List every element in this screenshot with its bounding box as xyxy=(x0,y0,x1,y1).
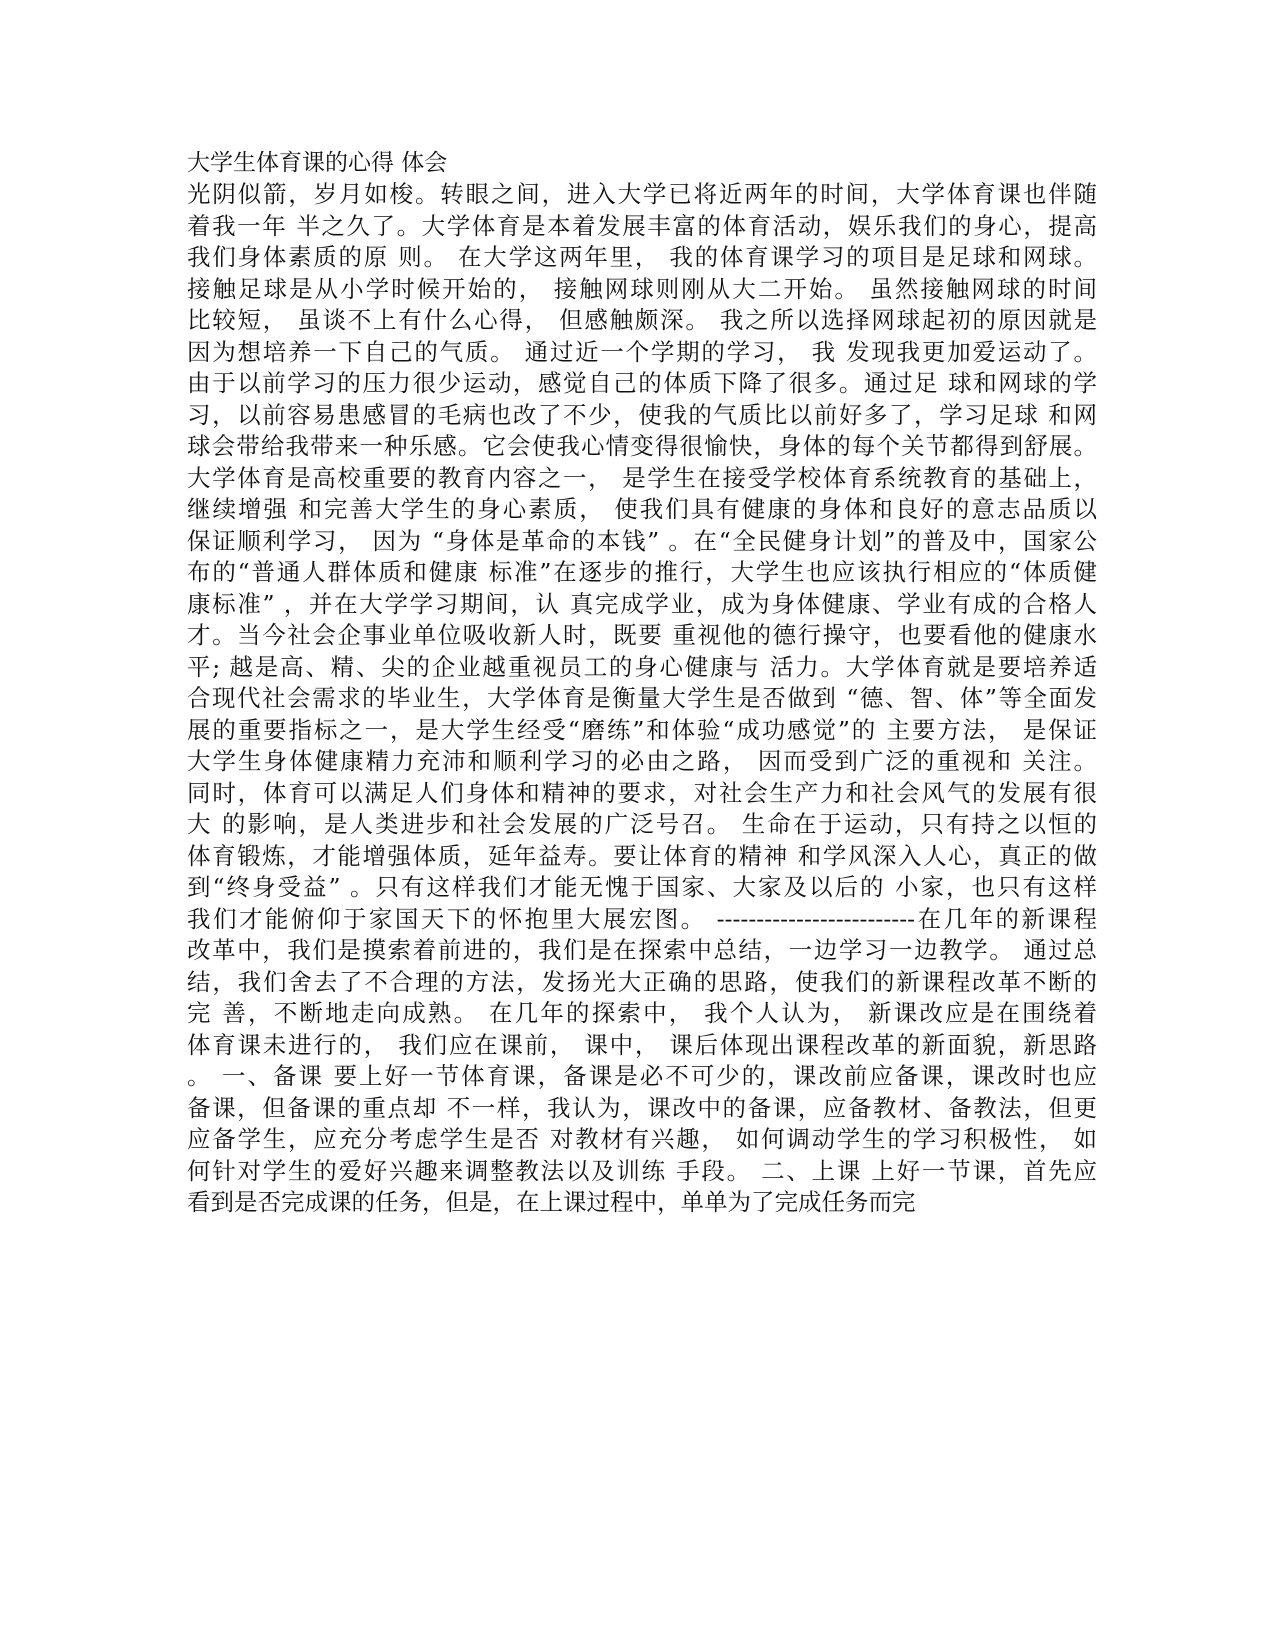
body-text xyxy=(187,179,1097,1219)
text-line: 同时，体育可以满足人们身体和精神的要求，对社会生产力和社会风气的发展有很 xyxy=(187,778,1097,807)
text-line: 展的重要指标之一，是大学生经受“磨练”和体验“成功感觉”的 主要方法， 是保证 xyxy=(187,715,1097,744)
text-line: 看到是否完成课的任务，但是，在上课过程中，单单为了完成任务而完 xyxy=(187,1188,916,1216)
document-body xyxy=(187,148,1097,1219)
text-line: 我们身体素质的原 则。 在大学这两年里， 我的体育课学习的项目是足球和网球。 xyxy=(187,243,1097,271)
text-line: 比较短， 虽谈不上有什么心得， 但感触颇深。 我之所以选择网球起初的原因就是 xyxy=(187,306,1097,334)
text-line: 保证顺利学习， 因为 “身体是革命的本钱” 。在“全民健身计划”的普及中，国家公 xyxy=(187,526,1097,555)
text-line: 球会带给我带来一种乐感。它会使我心情变得很愉快，身体的每个关节都得到舒展。 xyxy=(187,432,1097,460)
text-line: 习，以前容易患感冒的毛病也改了不少，使我的气质比以前好多了，学习足球 和网 xyxy=(187,400,1097,429)
text-line: 。 一、备课 要上好一节体育课，备课是必不可少的，课改前应备课，课改时也应 xyxy=(187,1062,1097,1090)
text-line: 大学生身体健康精力充沛和顺利学习的必由之路， 因而受到广泛的重视和 关注。 xyxy=(187,747,1097,775)
text-line: 着我一年 半之久了。大学体育是本着发展丰富的体育活动，娱乐我们的身心，提高 xyxy=(187,211,1097,240)
text-line: 因为想培养一下自己的气质。 通过近一个学期的学习， 我 发现我更加爱运动了。 xyxy=(187,337,1097,366)
text-line: 大学体育是高校重要的教育内容之一， 是学生在接受学校体育系统教育的基础上， xyxy=(187,463,1097,492)
text-line: 改革中，我们是摸索着前进的，我们是在探索中总结，一边学习一边教学。 通过总 xyxy=(187,936,1097,964)
text-line: 合现代社会需求的毕业生，大学体育是衡量大学生是否做到 “德、智、体”等全面发 xyxy=(187,684,1097,712)
text-line: 备课，但备课的重点却 不一样，我认为，课改中的备课，应备教材、备教法，但更 xyxy=(187,1093,1097,1122)
text-line: 何针对学生的爱好兴趣来调整教法以及训练 手段。 二、上课 上好一节课，首先应 xyxy=(187,1156,1097,1185)
text-line: 接触足球是从小学时候开始的， 接触网球则刚从大二开始。 虽然接触网球的时间 xyxy=(187,274,1097,303)
text-line: 布的“普通人群体质和健康 标准”在逐步的推行，大学生也应该执行相应的“体质健 xyxy=(187,558,1097,586)
text-line: 大 的影响，是人类进步和社会发展的广泛号召。 生命在于运动，只有持之以恒的 xyxy=(187,810,1097,838)
text-line: 体育锻炼，才能增强体质，延年益寿。要让体育的精神 和学风深入人心，真正的做 xyxy=(187,841,1097,870)
document-title: 大学生体育课的心得 体会 xyxy=(187,150,448,176)
text-line: 平; 越是高、精、尖的企业越重视员工的身心健康与 活力。大学体育就是要培养适 xyxy=(187,652,1097,681)
text-line: 才。当今社会企事业单位吸收新人时，既要 重视他的德行操守，也要看他的健康水 xyxy=(187,621,1097,649)
text-line: 完 善，不断地走向成熟。 在几年的探索中， 我个人认为， 新课改应是在围绕着 xyxy=(187,999,1097,1027)
text-line: 康标准” ，并在大学学习期间，认 真完成学业，成为身体健康、学业有成的合格人 xyxy=(187,589,1097,618)
text-line: 体育课未进行的， 我们应在课前， 课中， 课后体现出课程改革的新面貌，新思路 xyxy=(187,1030,1097,1059)
text-line: 我们才能俯仰于家国天下的怀抱里大展宏图。 -------------------------在几年的新课程 xyxy=(187,904,1097,933)
text-line: 到“终身受益” 。只有这样我们才能无愧于国家、大家及以后的 小家，也只有这样 xyxy=(187,873,1097,901)
text-line: 继续增强 和完善大学生的身心素质， 使我们具有健康的身体和良好的意志品质以 xyxy=(187,495,1097,523)
text-line: 由于以前学习的压力很少运动，感觉自己的体质下降了很多。通过足 球和网球的学 xyxy=(187,369,1097,397)
text-line: 应备学生，应充分考虑学生是否 对教材有兴趣， 如何调动学生的学习积极性， 如 xyxy=(187,1125,1097,1153)
text-line: 结，我们舍去了不合理的方法，发扬光大正确的思路，使我们的新课程改革不断的 xyxy=(187,967,1097,996)
text-line: 光阴似箭，岁月如梭。转眼之间，进入大学已将近两年的时间，大学体育课也伴随 xyxy=(187,180,1097,208)
